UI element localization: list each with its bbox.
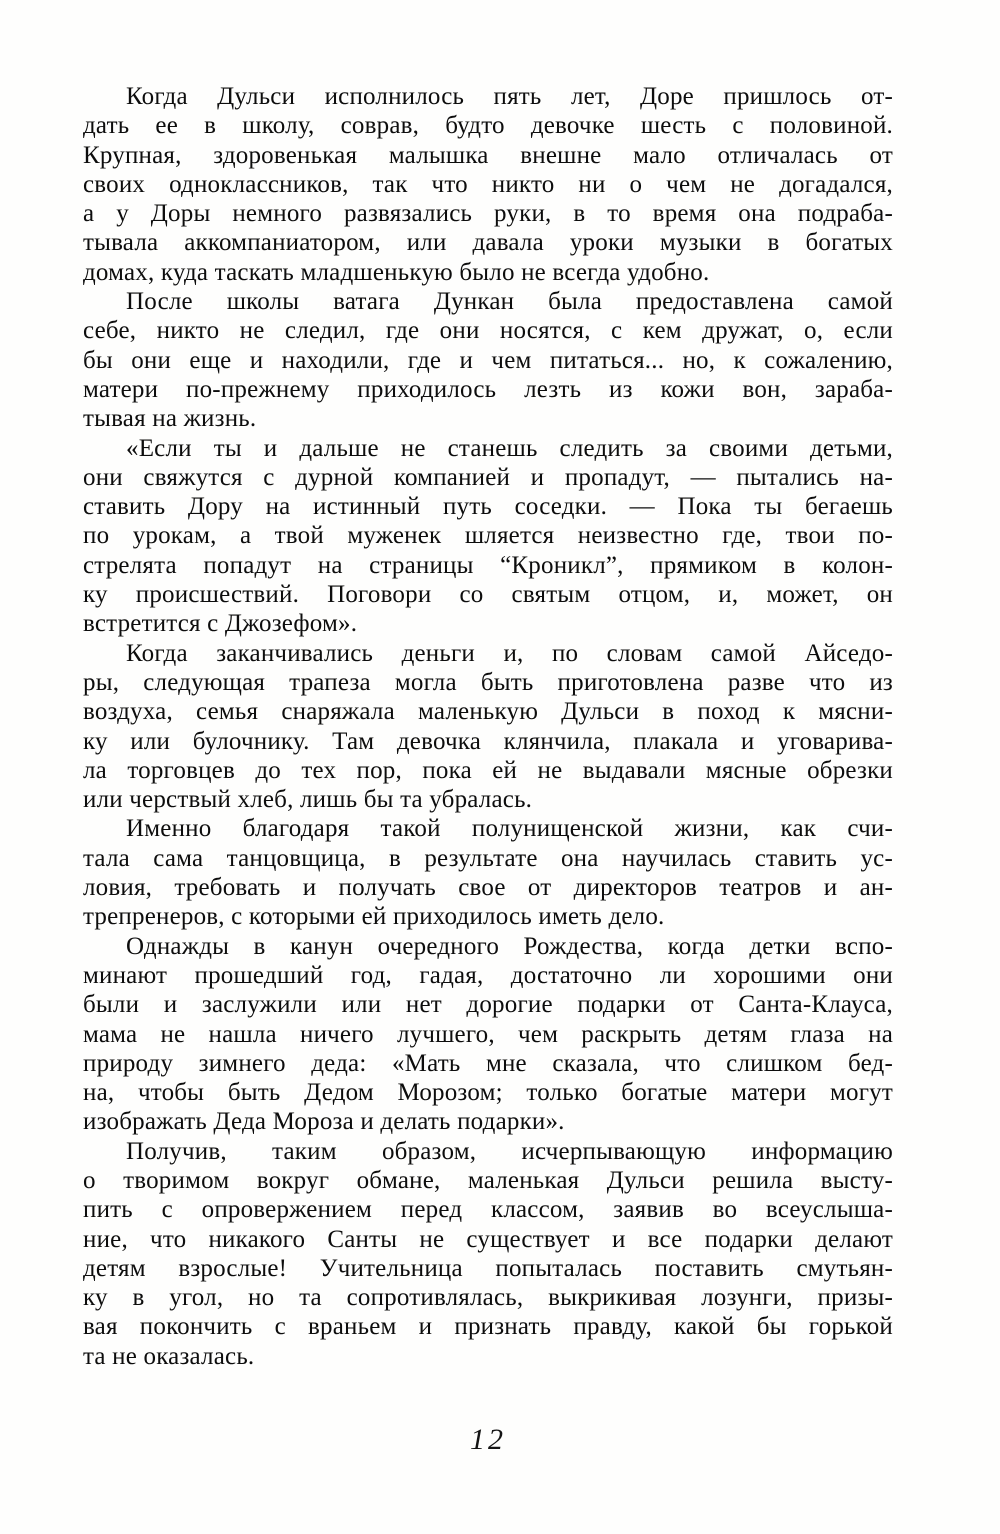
paragraph xyxy=(83,639,893,815)
text-line: Именно благодаря такой полунищенской жизни, как счи- xyxy=(126,815,893,843)
text-line: Однажды в канун очередного Рождества, когда детки вспо- xyxy=(126,932,893,960)
text-line: или черствый хлеб, лишь бы та убралась. xyxy=(83,786,533,814)
text-line: ставить Дору на истинный путь соседки. — Пока ты бегаешь xyxy=(83,493,893,521)
text-line: природу зимнего деда: «Мать мне сказала, что слишком бед- xyxy=(83,1049,893,1077)
text-line: тывала аккомпаниатором, или давала уроки музыки в богатых xyxy=(83,229,893,257)
text-line: тала сама танцовщица, в результате она научилась ставить ус- xyxy=(83,844,893,872)
text-line: изображать Деда Мороза и делать подарки». xyxy=(83,1108,565,1136)
text-line: стрелята попадут на страницы “Кроникл”, прямиком в колон- xyxy=(83,551,893,579)
text-line: «Если ты и дальше не станешь следить за своими детьми, xyxy=(126,434,893,462)
text-line: о творимом вокруг обмане, маленькая Дульси решила высту- xyxy=(83,1166,893,1194)
text-line: на, чтобы быть Дедом Морозом; только богатые матери могут xyxy=(83,1079,893,1107)
paragraph xyxy=(83,932,893,1137)
text-line: ку в угол, но та сопротивлялась, выкрикивая лозунги, призы- xyxy=(83,1284,893,1312)
text-line: После школы ватага Дункан была предоставлена самой xyxy=(126,288,893,316)
text-line: Получив, таким образом, исчерпывающую информацию xyxy=(126,1137,893,1165)
text-line: они свяжутся с дурной компанией и пропадут, — пытались на- xyxy=(83,463,893,491)
text-line: та не оказалась. xyxy=(83,1342,255,1370)
text-line: тывая на жизнь. xyxy=(83,405,257,433)
text-line: Когда заканчивались деньги и, по словам самой Айседо- xyxy=(126,639,893,667)
text-line: по урокам, а твой муженек шляется неизвестно где, твои по- xyxy=(83,522,893,550)
text-line: себе, никто не следил, где они носятся, с кем дружат, о, если xyxy=(83,317,893,345)
paragraph xyxy=(83,82,893,287)
text-line: пить с опровержением перед классом, заявив во всеуслыша- xyxy=(83,1196,893,1224)
paragraph xyxy=(83,1137,893,1371)
text-line: ловия, требовать и получать свое от директоров театров и ан- xyxy=(83,874,893,902)
text-line: дать ее в школу, соврав, будто девочке шесть с половиной. xyxy=(83,112,893,140)
page-text xyxy=(83,82,893,1371)
text-line: Крупная, здоровенькая малышка внешне мало отличалась от xyxy=(83,141,893,169)
text-line: а у Доры немного развязались руки, в то время она подраба- xyxy=(83,200,893,228)
text-line: бы они еще и находили, где и чем питаться... но, к сожалению, xyxy=(83,346,893,374)
text-line: Когда Дульси исполнилось пять лет, Доре пришлось от- xyxy=(126,83,893,110)
text-line: вая покончить с враньем и признать правду, какой бы горькой xyxy=(83,1313,893,1341)
text-line: встретится с Джозефом». xyxy=(83,610,358,638)
page-number: 12 xyxy=(470,1423,506,1456)
text-line: мама не нашла ничего лучшего, чем раскрыть детям глаза на xyxy=(83,1020,893,1048)
text-line: были и заслужили или нет дорогие подарки от Санта-Клауса, xyxy=(83,991,893,1019)
text-line: воздуха, семья снаряжала маленькую Дульси в поход к мясни- xyxy=(83,698,893,726)
paragraph xyxy=(83,434,893,639)
text-line: домах, куда таскать младшенькую было не всегда удобно. xyxy=(83,258,710,286)
text-line: детям взрослые! Учительница попыталась поставить смутьян- xyxy=(83,1254,893,1282)
text-line: ку или булочнику. Там девочка клянчила, плакала и уговарива- xyxy=(83,727,893,755)
text-line: ку происшествий. Поговори со святым отцом, и, может, он xyxy=(83,581,893,609)
text-line: ла торговцев до тех пор, пока ей не выдавали мясные обрезки xyxy=(83,756,893,784)
text-line: матери по-прежнему приходилось лезть из кожи вон, зараба- xyxy=(83,375,893,403)
text-line: своих одноклассников, так что никто ни о чем не догадался, xyxy=(83,170,893,198)
text-line: ры, следующая трапеза могла быть приготовлена разве что из xyxy=(83,668,893,696)
text-line: ние, что никакого Санты не существует и все подарки делают xyxy=(83,1225,893,1253)
paragraph xyxy=(83,814,893,931)
text-line: минают прошедший год, гадая, достаточно ли хорошими они xyxy=(83,961,893,989)
text-line: трепренеров, с которыми ей приходилось иметь дело. xyxy=(83,903,665,931)
paragraph xyxy=(83,287,893,433)
